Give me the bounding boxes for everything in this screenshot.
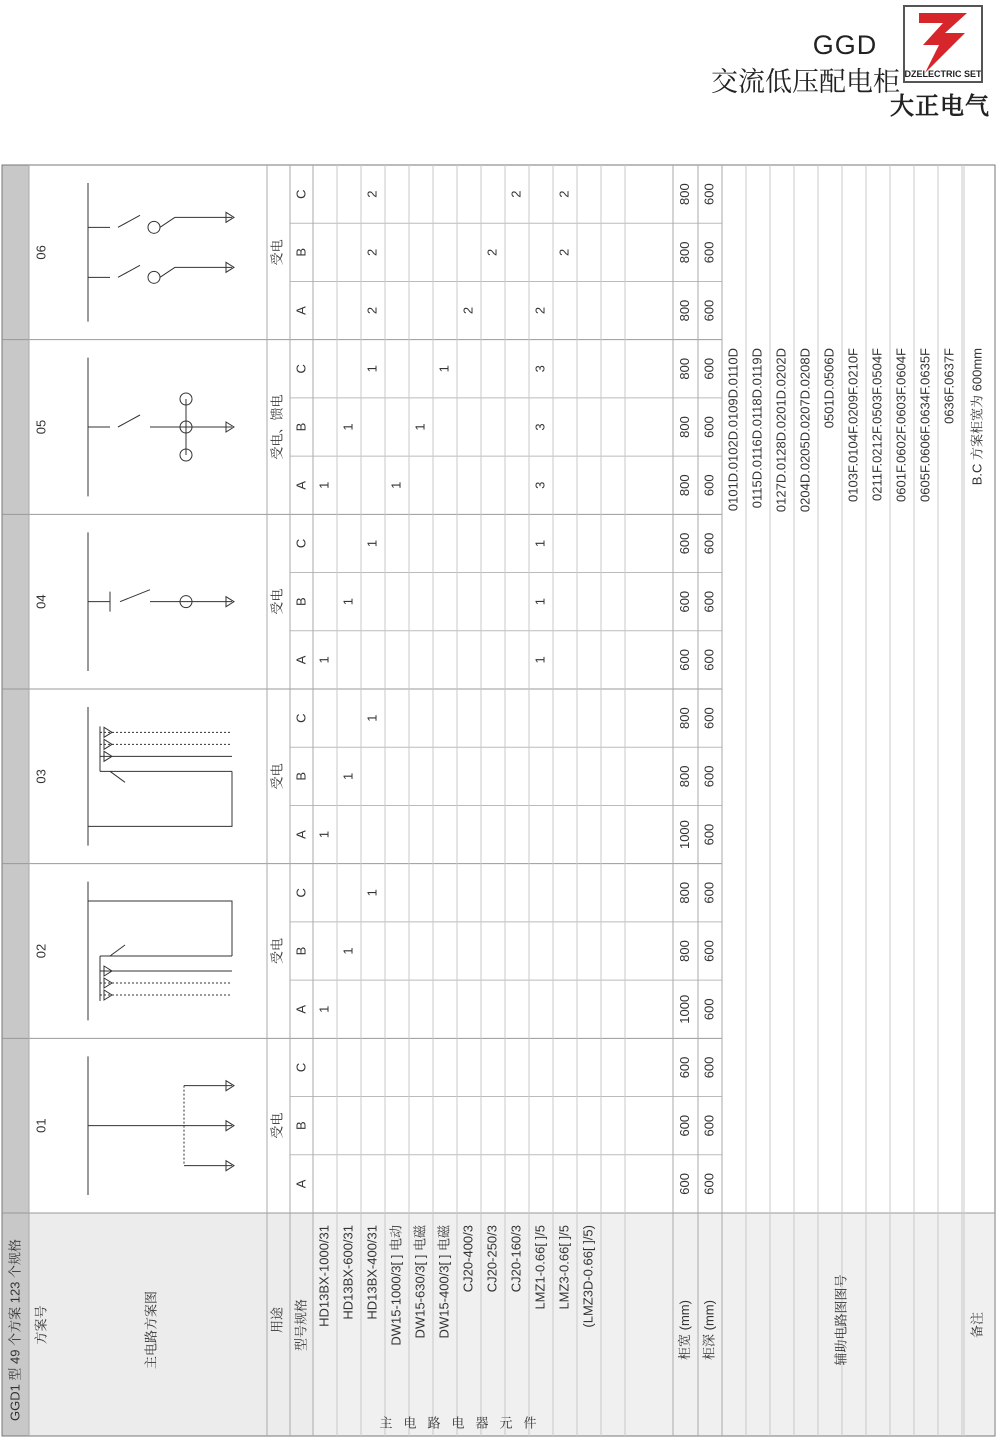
component-quantity: 2 [532, 306, 548, 315]
scheme-variant: A [293, 480, 309, 490]
scheme-usage: 受电 [269, 1112, 285, 1139]
cabinet-depth-value: 600 [701, 532, 717, 555]
scheme-variant: C [293, 364, 309, 374]
component-quantity: 1 [364, 714, 380, 722]
cabinet-width-value: 800 [676, 474, 692, 497]
aux-circuit-number: 0636F.0637F [941, 348, 957, 424]
scheme-usage: 受电、馈电 [269, 394, 285, 460]
cabinet-depth-value: 600 [701, 998, 717, 1021]
cabinet-width-value: 600 [676, 532, 692, 555]
component-label: LMZ3-0.66[ ]/5 [556, 1225, 572, 1310]
scheme-variant: C [293, 713, 309, 723]
component-quantity: 1 [364, 889, 380, 897]
scheme-variant: B [293, 771, 309, 781]
cabinet-width-value: 800 [676, 881, 692, 904]
cabinet-depth-value: 600 [701, 707, 717, 729]
cabinet-depth-value: 600 [701, 299, 717, 322]
aux-circuit-number: 0501D.0506D [821, 348, 837, 429]
aux-circuit-number: 0103F.0104F.0209F.0210F [845, 348, 861, 502]
product-model: GGD [812, 30, 878, 60]
cabinet-width-value: 800 [676, 241, 692, 264]
main-components-label-char: 件 [523, 1415, 537, 1431]
component-quantity: 1 [532, 656, 548, 664]
scheme-number: 01 [33, 1118, 49, 1133]
component-quantity: 1 [340, 772, 356, 780]
component-quantity: 1 [340, 598, 356, 606]
aux-circuit-number: 0204D.0205D.0207D.0208D [797, 348, 813, 513]
component-label: HD13BX-400/31 [364, 1225, 380, 1320]
component-quantity: 1 [316, 481, 332, 489]
component-label: CJ20-400/3 [460, 1225, 476, 1293]
cabinet-width-value: 1000 [676, 820, 692, 850]
cabinet-width-value: 800 [676, 707, 692, 729]
row-label-cabinet-depth: 柜深 (mm) [701, 1300, 717, 1360]
cabinet-depth-value: 600 [701, 183, 717, 205]
scheme-number: 02 [33, 943, 49, 959]
scheme-variant: B [293, 597, 309, 607]
component-label: DW15-630/3[ ] 电磁 [412, 1225, 428, 1339]
aux-circuit-number: 0211F.0212F.0503F.0504F [869, 348, 885, 501]
cabinet-width-value: 1000 [676, 994, 692, 1024]
cabinet-depth-value: 600 [701, 765, 717, 788]
scheme-variant: A [293, 655, 309, 665]
component-label: DW15-1000/3[ ] 电动 [388, 1225, 404, 1346]
scheme-usage: 受电 [269, 937, 285, 965]
aux-circuit-number: B.C 方案柜宽为 600mm [969, 348, 985, 486]
cabinet-width-value: 800 [676, 940, 692, 962]
cabinet-depth-value: 600 [701, 1114, 717, 1137]
scheme-number: 04 [33, 594, 49, 609]
aux-circuit-number: 0127D.0128D.0201D.0202D [773, 348, 789, 513]
row-label-scheme-no: 方案号 [33, 1305, 49, 1345]
component-quantity: 2 [484, 248, 500, 256]
cabinet-width-value: 600 [676, 649, 692, 671]
aux-circuit-number: 0601F.0602F.0603F.0604F [893, 348, 909, 502]
cabinet-width-value: 800 [676, 299, 692, 322]
cabinet-width-value: 800 [676, 416, 692, 438]
component-label: DW15-400/3[ ] 电磁 [436, 1225, 452, 1339]
scheme-variant: C [293, 538, 309, 549]
cabinet-width-value: 600 [676, 1173, 692, 1195]
component-label: LMZ1-0.66[ ]/5 [532, 1225, 548, 1310]
aux-circuit-number: 0115D.0116D.0118D.0119D [749, 348, 765, 509]
cabinet-width-value: 800 [676, 183, 692, 205]
component-quantity: 2 [364, 306, 380, 315]
scheme-usage: 受电 [269, 763, 285, 790]
component-label: (LMZ3D-0.66[ ]/5) [580, 1225, 596, 1328]
component-quantity: 3 [532, 423, 548, 431]
row-label-remarks: 备注 [969, 1311, 985, 1339]
cabinet-width-value: 800 [676, 357, 692, 380]
cabinet-depth-value: 600 [701, 823, 717, 846]
component-quantity: 2 [364, 190, 380, 198]
row-label-main-diagram: 主电路方案图 [143, 1290, 159, 1370]
product-name: 交流低压配电柜 [711, 67, 900, 97]
component-quantity: 1 [436, 365, 452, 373]
logo-text: DZELECTRIC SET [905, 69, 981, 79]
cabinet-depth-value: 600 [701, 1173, 717, 1195]
scheme-number: 03 [33, 769, 49, 784]
cabinet-width-value: 800 [676, 765, 692, 788]
aux-circuit-number: 0605F.0606F.0634F.0635F [917, 348, 933, 502]
component-label: HD13BX-600/31 [340, 1225, 356, 1320]
component-quantity: 1 [316, 656, 332, 664]
row-label-usage: 用途 [269, 1306, 285, 1334]
cabinet-depth-value: 600 [701, 474, 717, 497]
component-quantity: 3 [532, 365, 548, 373]
component-quantity: 1 [364, 365, 380, 373]
main-components-label-char: 主 [379, 1415, 393, 1431]
cabinet-width-value: 600 [676, 590, 692, 613]
cabinet-depth-value: 600 [701, 1056, 717, 1079]
scheme-number: 06 [33, 245, 49, 260]
scheme-usage: 受电 [269, 239, 285, 266]
scheme-usage: 受电 [269, 588, 285, 615]
cabinet-width-value: 600 [676, 1056, 692, 1079]
main-components-label-char: 电 [451, 1415, 465, 1431]
cabinet-depth-value: 600 [701, 649, 717, 671]
scheme-variant: C [293, 888, 309, 898]
cabinet-depth-value: 600 [701, 590, 717, 613]
main-components-label-char: 路 [427, 1415, 441, 1431]
component-quantity: 2 [556, 190, 572, 198]
scheme-variant: B [293, 1121, 309, 1131]
scheme-variant: A [293, 1179, 309, 1189]
component-label: CJ20-250/3 [484, 1225, 500, 1293]
cabinet-width-value: 600 [676, 1114, 692, 1137]
component-quantity: 1 [532, 539, 548, 548]
row-label-model-spec: 型号规格 [293, 1298, 309, 1352]
component-quantity: 2 [508, 190, 524, 198]
component-quantity: 1 [364, 539, 380, 548]
component-quantity: 2 [460, 306, 476, 315]
component-quantity: 1 [340, 423, 356, 431]
scheme-variant: A [293, 830, 309, 839]
main-components-label-char: 元 [499, 1415, 513, 1431]
component-quantity: 2 [556, 248, 572, 256]
table-caption: GGD1 型 49 个方案 123 个规格 [7, 1238, 23, 1422]
component-label: CJ20-160/3 [508, 1225, 524, 1293]
scheme-variant: B [293, 422, 309, 432]
scheme-variant: C [293, 1062, 309, 1073]
brand-name: 大正电气 [890, 93, 990, 120]
component-label: HD13BX-1000/31 [316, 1225, 332, 1327]
scheme-variant: A [293, 306, 309, 315]
cabinet-depth-value: 600 [701, 940, 717, 962]
cabinet-depth-value: 600 [701, 416, 717, 438]
main-components-label-char: 器 [475, 1415, 489, 1431]
scheme-variant: C [293, 189, 309, 199]
component-quantity: 1 [532, 598, 548, 606]
component-quantity: 1 [388, 481, 404, 489]
component-quantity: 3 [532, 481, 548, 489]
component-quantity: 2 [364, 248, 380, 256]
cabinet-depth-value: 600 [701, 881, 717, 904]
scheme-number: 05 [33, 419, 49, 435]
component-quantity: 1 [316, 830, 332, 839]
scheme-variant: B [293, 247, 309, 257]
main-components-label-char: 电 [403, 1415, 417, 1431]
aux-circuit-number: 0101D.0102D.0109D.0110D [725, 348, 741, 512]
component-quantity: 1 [316, 1005, 332, 1013]
scheme-variant: A [293, 1004, 309, 1014]
scheme-variant: B [293, 946, 309, 956]
row-label-aux-circuit: 辅助电路图图号 [833, 1274, 849, 1366]
component-quantity: 1 [340, 947, 356, 955]
component-quantity: 1 [412, 423, 428, 431]
cabinet-depth-value: 600 [701, 357, 717, 380]
row-label-cabinet-width: 柜宽 (mm) [676, 1300, 692, 1360]
cabinet-depth-value: 600 [701, 241, 717, 264]
